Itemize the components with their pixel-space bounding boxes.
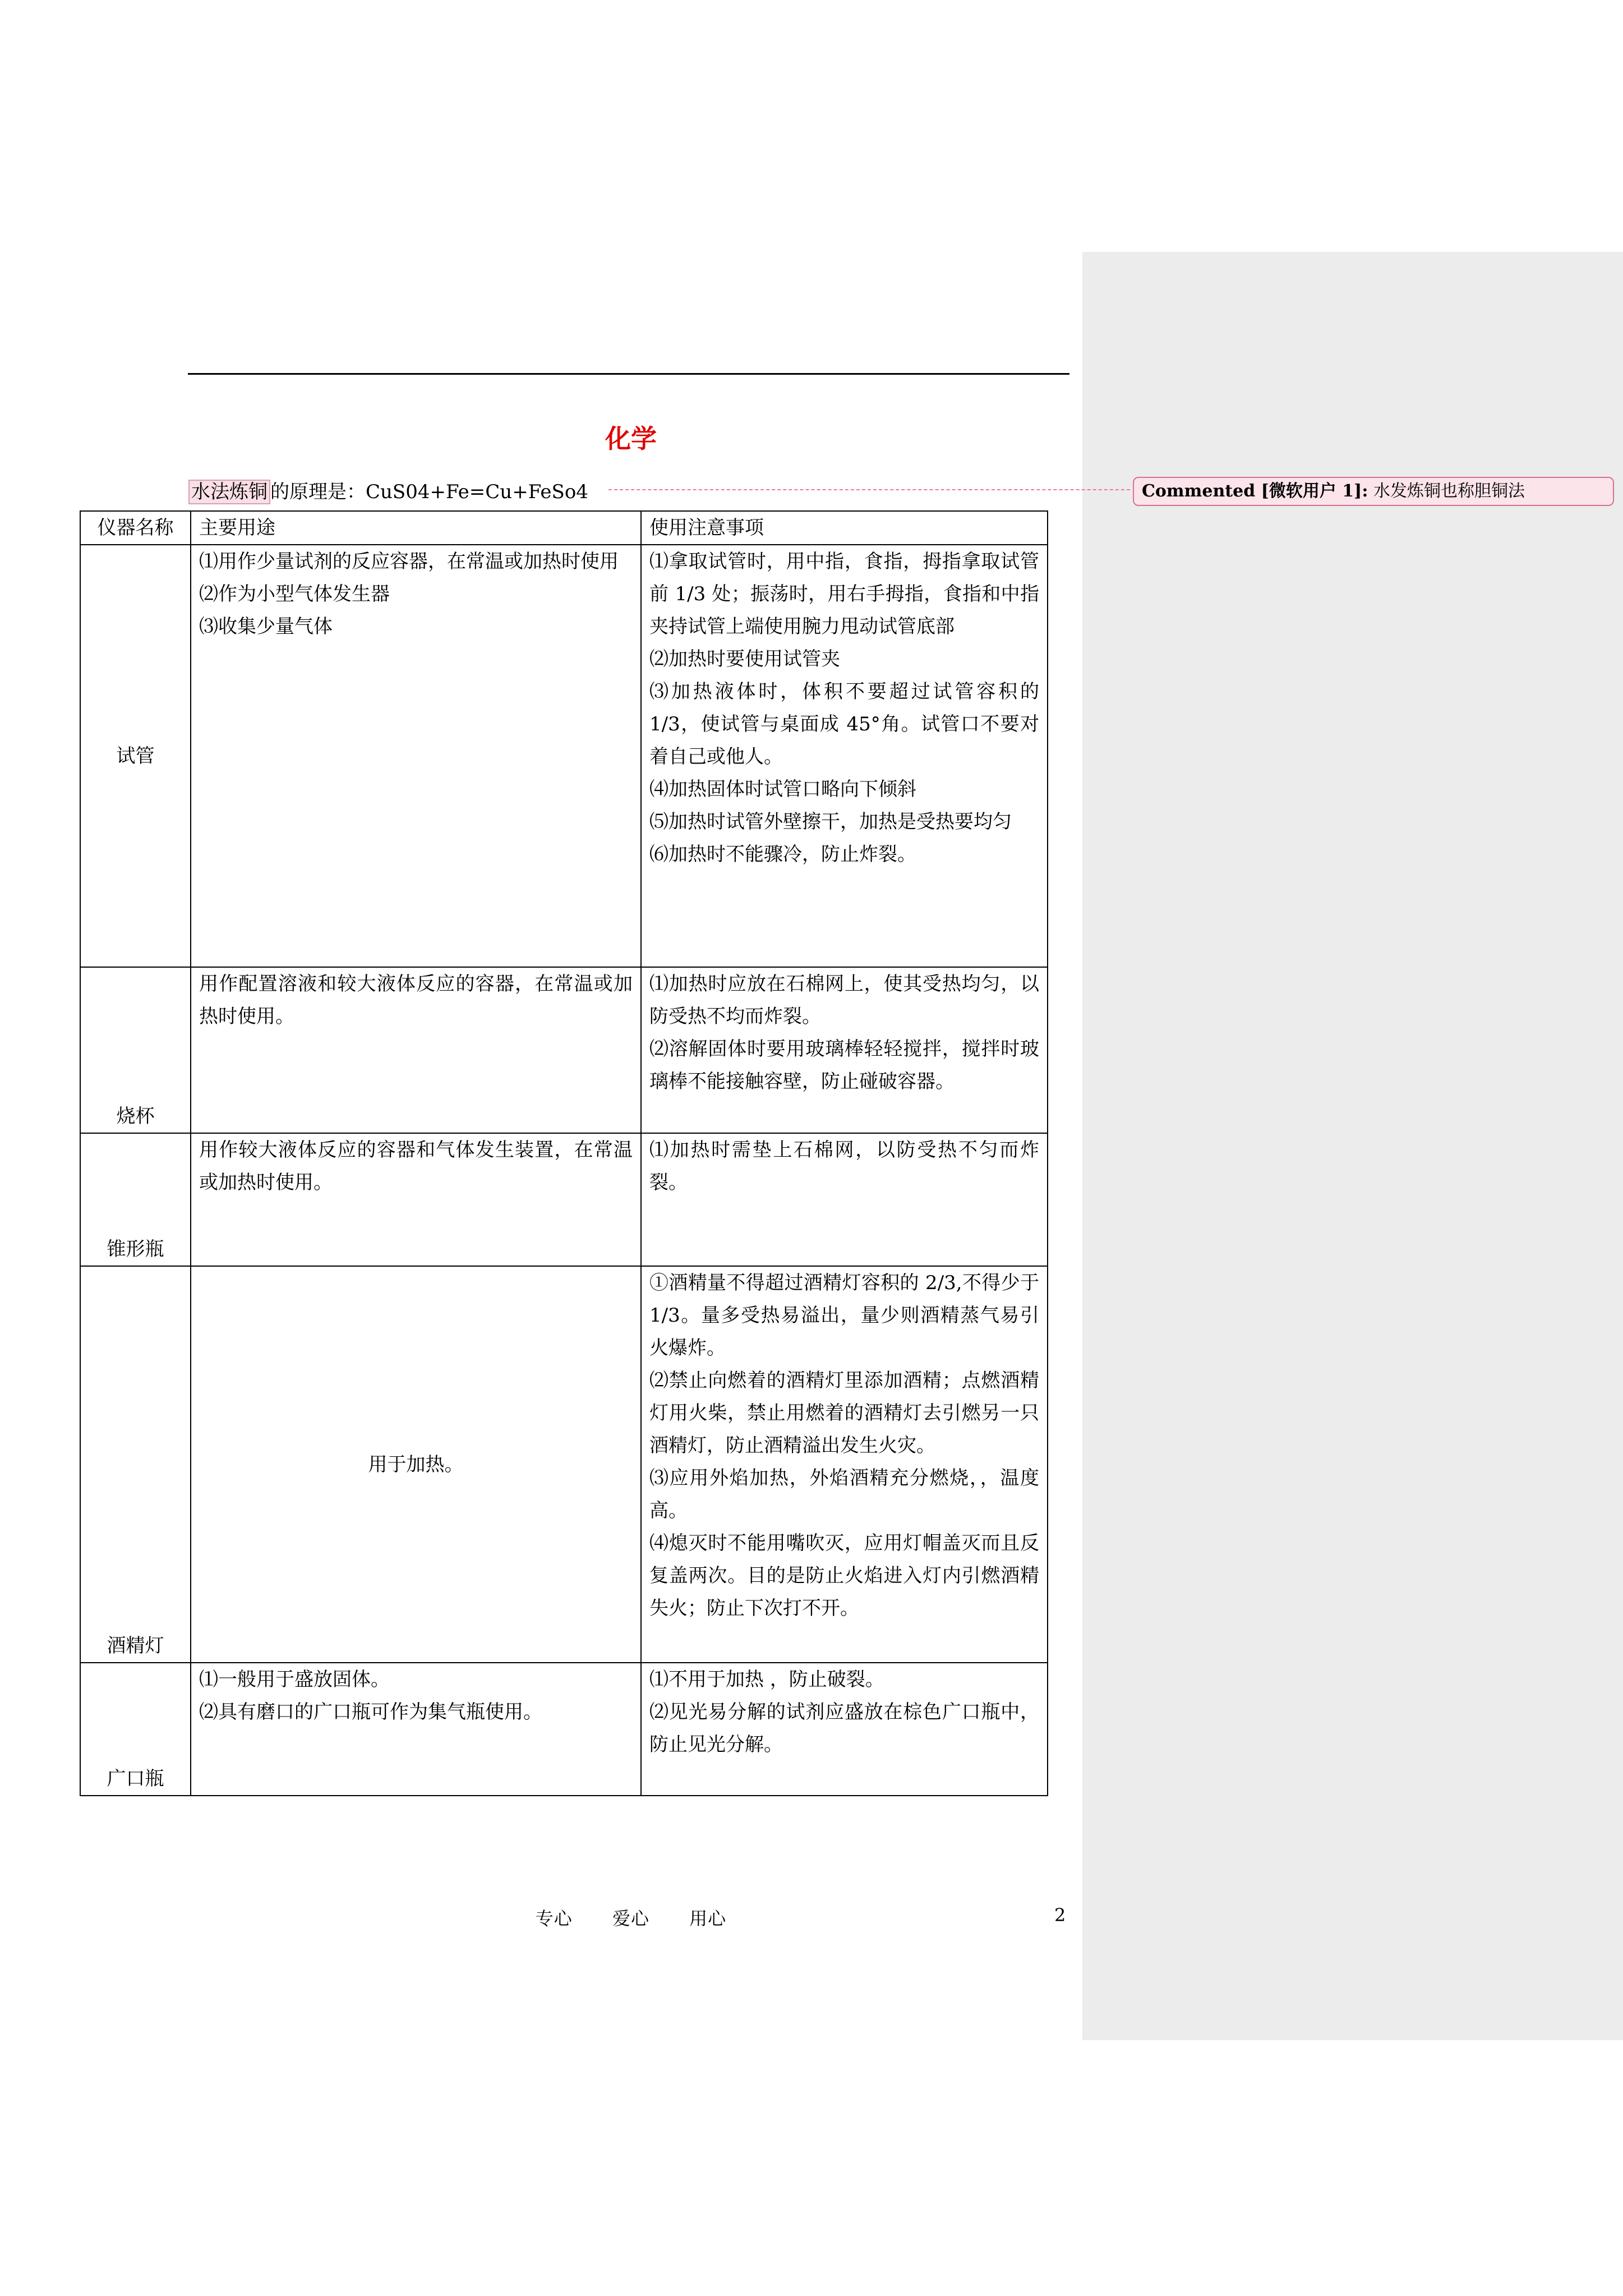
notes-cell [641, 1266, 1048, 1663]
uses-line: ⑴一般用于盛放固体。 [199, 1668, 390, 1691]
uses-line: 用作配置溶液和较大液体反应的容器，在常温或加热时使用。 [199, 973, 633, 1028]
uses-line: ⑵具有磨口的广口瓶可作为集气瓶使用。 [199, 1701, 542, 1723]
table-row [80, 967, 1048, 1133]
notes-cell [641, 1663, 1048, 1796]
page-number: 2 [1054, 1904, 1066, 1926]
notes-line: ⑹加热时不能骤冷，防止炸裂。 [649, 843, 916, 866]
notes-line: ⑴拿取试管时，用中指，食指，拇指拿取试管前 1/3 处；振荡时，用右手拇指，食指和中指夹持试管上端使用腕力甩动试管底部 [649, 550, 1039, 638]
instrument-name: 酒精灯 [80, 1266, 191, 1663]
comment-connector-line [608, 489, 1130, 490]
notes-line: ⑸加热时试管外壁擦干，加热是受热要均匀 [649, 811, 1012, 833]
header-cell-notes: 使用注意事项 [641, 511, 1048, 545]
comment-text: 水发炼铜也称胆铜法 [1373, 481, 1525, 501]
notes-line: ⑵禁止向燃着的酒精灯里添加酒精；点燃酒精灯用火柴，禁止用燃着的酒精灯去引燃另一只酒精灯，防止酒精溢出发生火灾。 [649, 1369, 1039, 1457]
commented-text-highlight[interactable]: 水法炼铜 [188, 480, 270, 504]
header-cell-name: 仪器名称 [80, 511, 191, 545]
page-footer [0, 1904, 1262, 1930]
uses-line: ⑴用作少量试剂的反应容器，在常温或加热时使用 [199, 550, 619, 573]
notes-line: ①酒精量不得超过酒精灯容积的 2/3,不得少于 1/3。量多受热易溢出，量少则酒精蒸气易引火爆炸。 [649, 1272, 1039, 1359]
instrument-name: 烧杯 [80, 967, 191, 1133]
header-cell-uses: 主要用途 [191, 511, 641, 545]
header-rule [188, 373, 1069, 375]
notes-line: ⑶加热液体时，体积不要超过试管容积的 1/3，使试管与桌面成 45°角。试管口不要对着自己或他人。 [649, 680, 1039, 768]
uses-line: ⑶收集少量气体 [199, 615, 333, 638]
uses-line: ⑵作为小型气体发生器 [199, 583, 390, 605]
instrument-name: 广口瓶 [80, 1663, 191, 1796]
intro-sentence [188, 478, 588, 505]
table-row [80, 1663, 1048, 1796]
notes-cell [641, 967, 1048, 1133]
notes-line: ⑵溶解固体时要用玻璃棒轻轻搅拌，搅拌时玻璃棒不能接触容壁，防止碰破容器。 [649, 1038, 1039, 1093]
uses-cell [191, 1133, 641, 1266]
table-row [80, 1133, 1048, 1266]
uses-cell [191, 1266, 641, 1663]
notes-line: ⑴加热时需垫上石棉网，以防受热不匀而炸裂。 [649, 1139, 1039, 1194]
table-row [80, 545, 1048, 967]
intro-rest: 的原理是：CuS04+Fe=Cu+FeSo4 [270, 481, 588, 503]
comment-pane [1082, 252, 1623, 2040]
uses-line: 用于加热。 [368, 1453, 464, 1476]
uses-line: 用作较大液体反应的容器和气体发生装置，在常温或加热时使用。 [199, 1139, 633, 1194]
uses-cell [191, 967, 641, 1133]
uses-cell [191, 1663, 641, 1796]
table-header-row [80, 511, 1048, 545]
notes-line: ⑵加热时要使用试管夹 [649, 648, 840, 670]
notes-line: ⑴不用于加热 ，防止破裂。 [649, 1668, 884, 1691]
notes-line: ⑶应用外焰加热，外焰酒精充分燃烧，，温度高。 [649, 1467, 1039, 1522]
notes-cell [641, 1133, 1048, 1266]
instrument-name: 锥形瓶 [80, 1133, 191, 1266]
instrument-name: 试管 [80, 545, 191, 967]
comment-balloon[interactable] [1133, 477, 1614, 506]
footer-word: 专心 [535, 1908, 573, 1929]
notes-line: ⑷加热固体时试管口略向下倾斜 [649, 778, 916, 800]
table-row [80, 1266, 1048, 1663]
notes-line: ⑷熄灭时不能用嘴吹灭，应用灯帽盖灭而且反复盖两次。目的是防止火焰进入灯内引燃酒精失火；防止下次打不开。 [649, 1532, 1039, 1619]
page-title: 化学 [605, 424, 657, 454]
notes-cell [641, 545, 1048, 967]
instrument-table [80, 510, 1048, 1796]
footer-word: 爱心 [612, 1908, 649, 1929]
notes-line: ⑵见光易分解的试剂应盛放在棕色广口瓶中，防止见光分解。 [649, 1701, 1039, 1756]
notes-line: ⑴加热时应放在石棉网上，使其受热均匀，以防受热不均而炸裂。 [649, 973, 1039, 1028]
uses-cell [191, 545, 641, 967]
footer-word: 用心 [689, 1908, 727, 1929]
comment-author-label: Commented [微软用户 1]: [1142, 481, 1368, 501]
